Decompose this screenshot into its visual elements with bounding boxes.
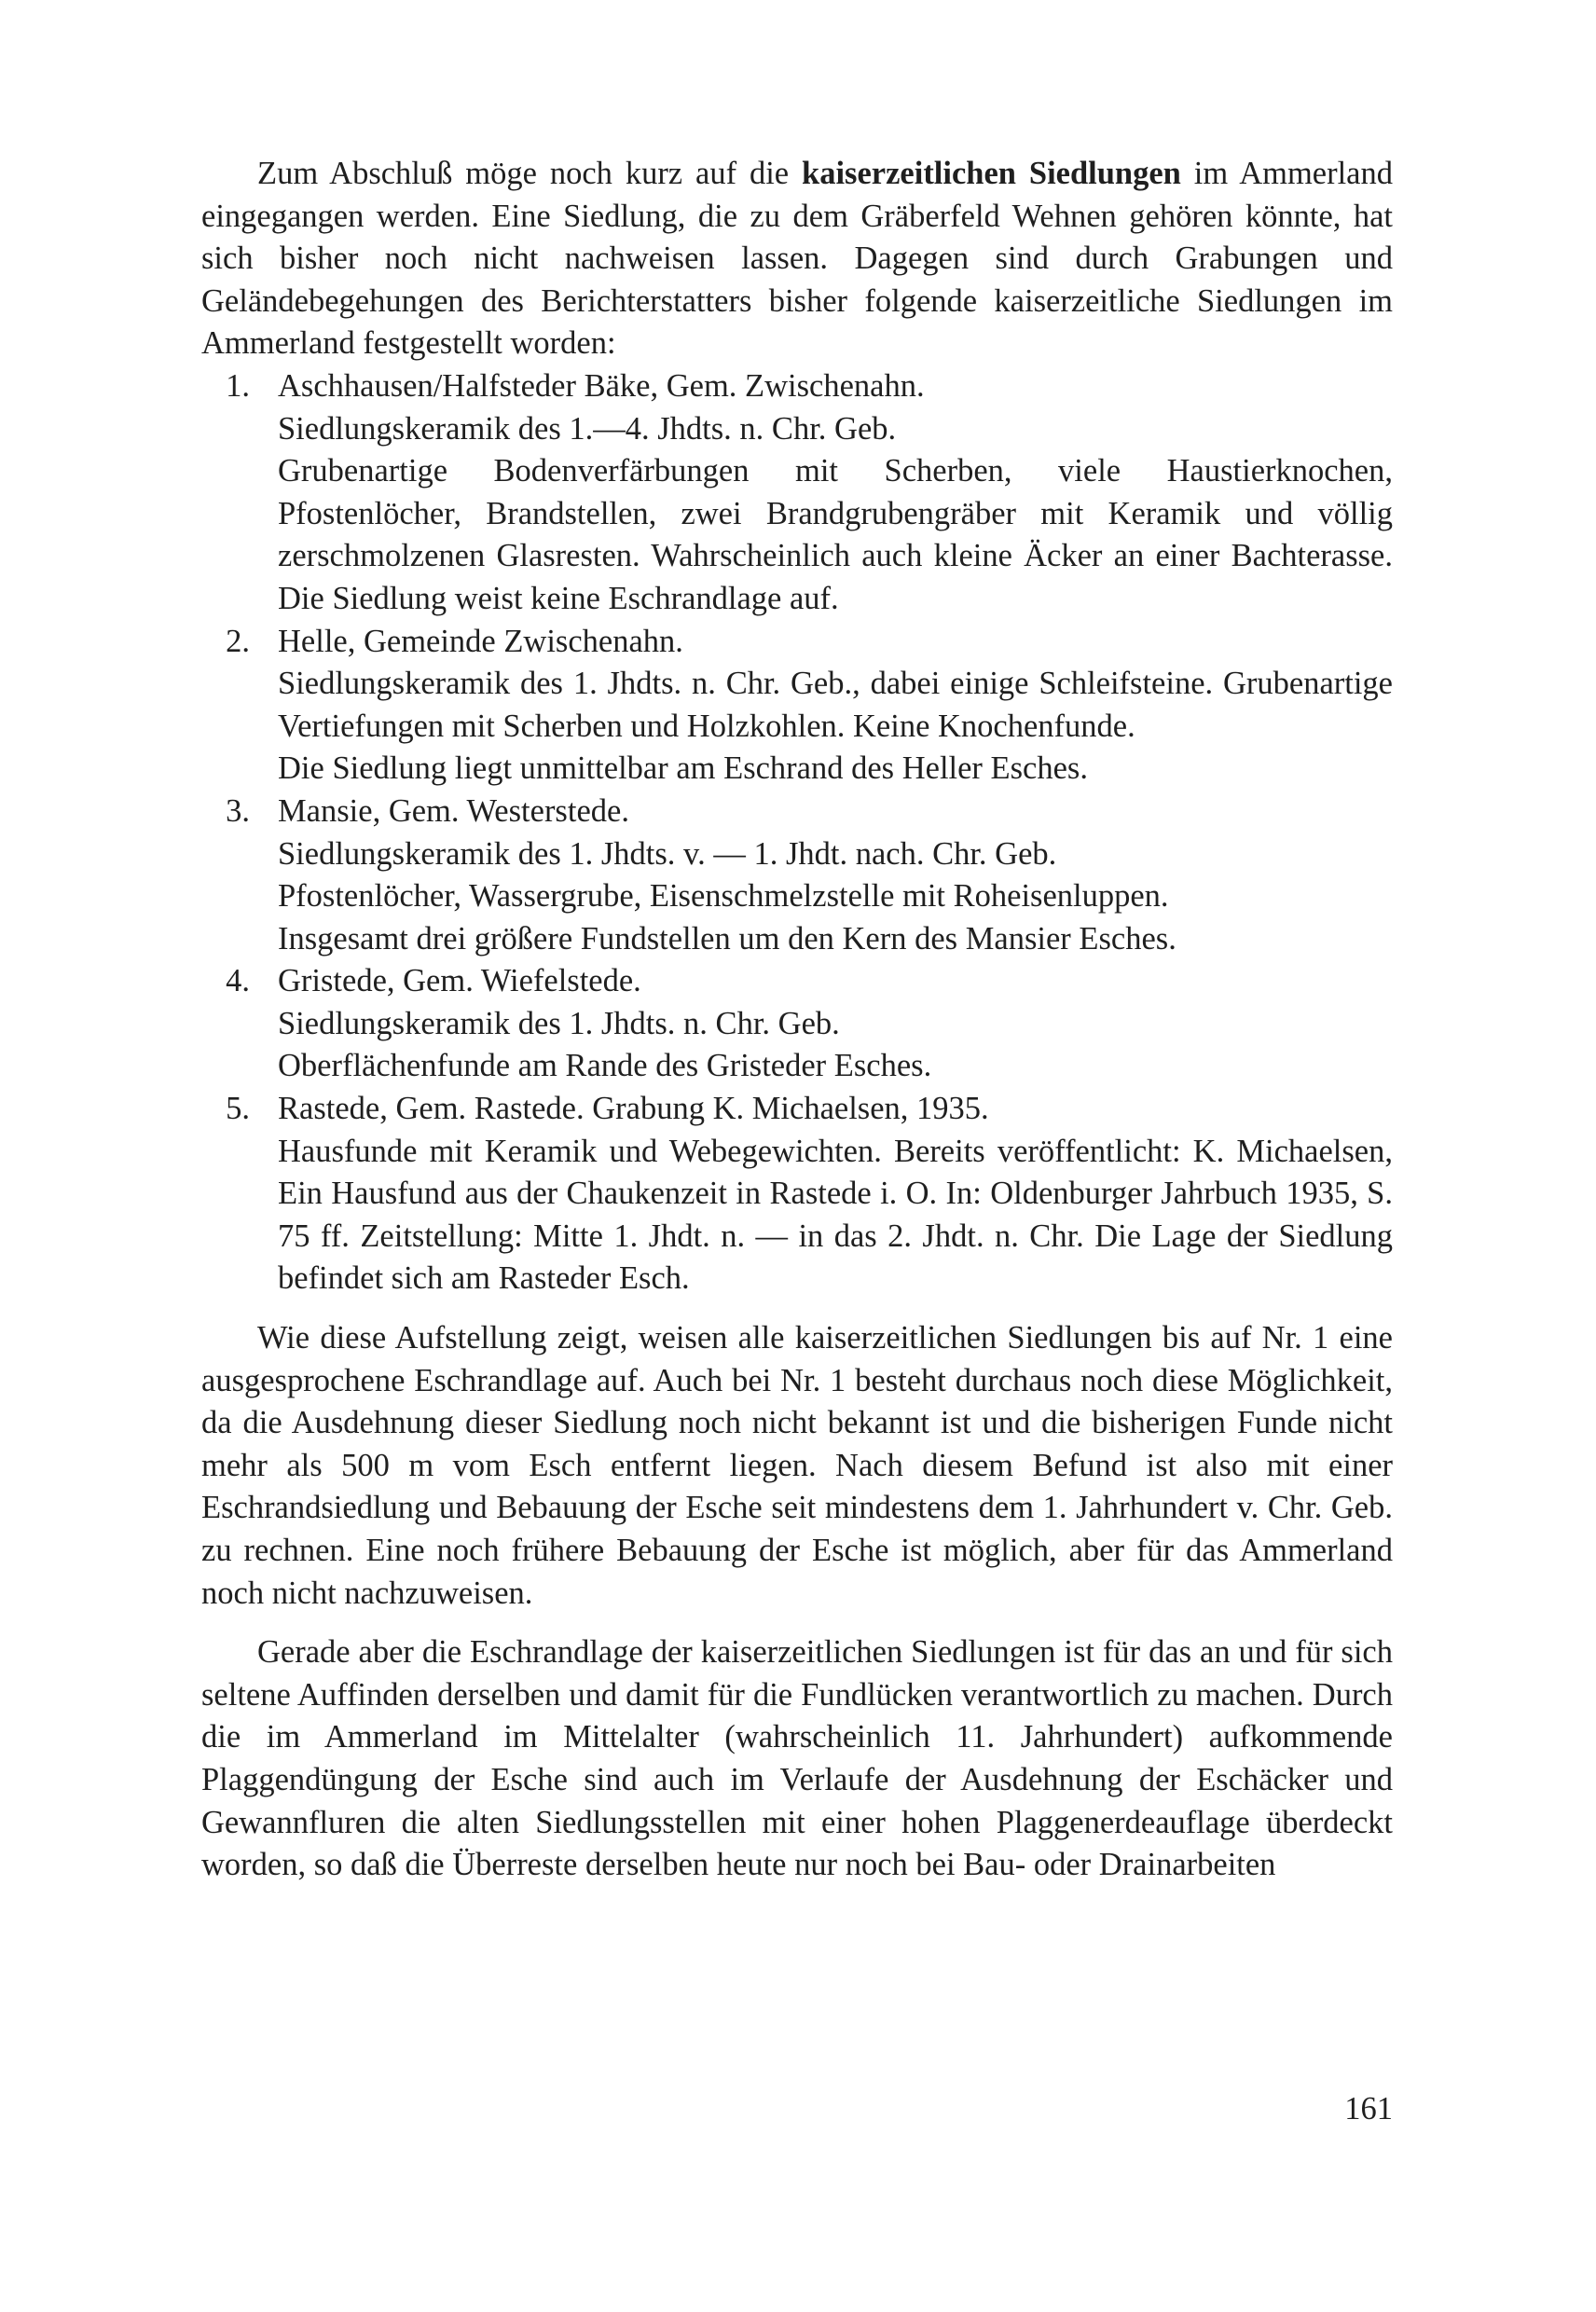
- summary-paragraph: Wie diese Aufstellung zeigt, weisen alle kaiserzeitlichen Siedlungen bis auf Nr. 1 eine ausgesprochene Eschrandlage auf. Auch bei Nr. 1 besteht durchaus noch diese Möglichkeit, da die Ausdehnung dieser Siedlung noch nicht bekannt ist und die bisherigen Funde nicht mehr als 500 m vom Esch entfernt liegen. Nach diesem Befund ist also mit einer Eschrandsiedlung und Bebauung der Esche seit mindestens dem 1. Jahrhundert v. Chr. Geb. zu rechnen. Eine noch frühere Bebauung der Esche ist möglich, aber für das Ammerland noch nicht nachzuweisen.: [201, 1320, 1393, 1611]
- item-line: Pfostenlöcher, Wassergrube, Eisenschmelzstelle mit Roheisenluppen.: [278, 878, 1169, 915]
- eschrand-paragraph: Gerade aber die Eschrandlage der kaiserzeitlichen Siedlungen ist für das an und für sich seltene Auffinden derselben und damit für die Fundlücken verantwortlich zu machen. Durch die im Ammerland im Mittelalter (wahrscheinlich 11. Jahrhundert) aufkommende Plaggendüngung der Esche sind auch im Verlaufe der Ausdehnung der Eschäcker und Gewannfluren die alten Siedlungsstellen mit einer hohen Plaggenerdeauflage überdeckt worden, so daß die Überreste derselben heute nur noch bei Bau- oder Drainarbeiten: [201, 1634, 1393, 1883]
- item-number: 2.: [226, 623, 250, 659]
- item-line: Oberflächenfunde am Rande des Gristeder Esches.: [278, 1048, 932, 1084]
- item-line: Die Siedlung liegt unmittelbar am Eschrand des Heller Esches.: [278, 750, 1088, 787]
- item-line: Siedlungskeramik des 1.—4. Jhdts. n. Chr. Geb.: [278, 410, 897, 447]
- item-number: 1.: [226, 367, 250, 404]
- item-body: [278, 960, 1393, 1088]
- item-line: Helle, Gemeinde Zwischenahn.: [278, 623, 683, 659]
- item-number: 3.: [226, 792, 250, 829]
- list-item: [201, 960, 1393, 1088]
- item-body: [278, 621, 1393, 791]
- item-body: [278, 1088, 1393, 1300]
- item-line: Insgesamt drei größere Fundstellen um den Kern des Mansier Esches.: [278, 920, 1176, 956]
- sites-list: [201, 365, 1393, 1300]
- intro-rest: im Ammerland eingegangen werden. Eine Siedlung, die zu dem Gräberfeld Wehnen gehören könnte, hat sich bisher noch nicht nachweisen lassen. Dagegen sind durch Grabungen und Geländebegehungen des Berichterstatters bisher folgende kaiserzeitliche Siedlungen im Ammerland festgestellt worden:: [201, 156, 1393, 362]
- intro-paragraph: [201, 153, 1393, 365]
- item-line: Mansie, Gem. Westerstede.: [278, 792, 629, 829]
- item-line: Gristede, Gem. Wiefelstede.: [278, 963, 641, 999]
- list-item: [201, 621, 1393, 791]
- page-text: [201, 153, 1393, 1887]
- list-item: [201, 791, 1393, 960]
- item-line: Siedlungskeramik des 1. Jhdts. v. — 1. Jhdt. nach. Chr. Geb.: [278, 835, 1057, 872]
- item-line: Siedlungskeramik des 1. Jhdts. n. Chr. Geb., dabei einige Schleifsteine. Grubenartige Vertiefungen mit Scherben und Holzkohlen. Keine Knochenfunde.: [278, 666, 1393, 744]
- item-line: Hausfunde mit Keramik und Webegewichten. Bereits veröffentlicht: K. Michaelsen, Ein Hausfund aus der Chaukenzeit in Rastede i. O. In: Oldenburger Jahrbuch 1935, S. 75 ff. Zeitstellung: Mitte 1. Jhdt. n. — in das 2. Jhdt. n. Chr. Die Lage der Siedlung befindet sich am Rasteder Esch.: [278, 1133, 1393, 1297]
- item-line: Aschhausen/Halfsteder Bäke, Gem. Zwischenahn.: [278, 367, 925, 404]
- item-body: [278, 365, 1393, 621]
- list-item: [201, 365, 1393, 621]
- intro-bold-term: kaiserzeitlichen Siedlungen: [802, 156, 1181, 191]
- page-number: 161: [1344, 2091, 1393, 2126]
- item-line: Rastede, Gem. Rastede. Grabung K. Michaelsen, 1935.: [278, 1091, 989, 1127]
- list-item: [201, 1088, 1393, 1300]
- item-number: 5.: [226, 1091, 250, 1127]
- item-line: Grubenartige Bodenverfärbungen mit Scherben, viele Haustierknochen, Pfostenlöcher, Brandstellen, zwei Brandgrubengräber mit Keramik und völlig zerschmolzenen Glasresten. Wahrscheinlich auch kleine Äcker an einer Bachterasse. Die Siedlung weist keine Eschrandlage auf.: [278, 453, 1393, 616]
- intro-lead: Zum Abschluß möge noch kurz auf die: [257, 156, 803, 191]
- item-body: [278, 791, 1393, 960]
- item-number: 4.: [226, 963, 250, 999]
- item-line: Siedlungskeramik des 1. Jhdts. n. Chr. Geb.: [278, 1005, 840, 1041]
